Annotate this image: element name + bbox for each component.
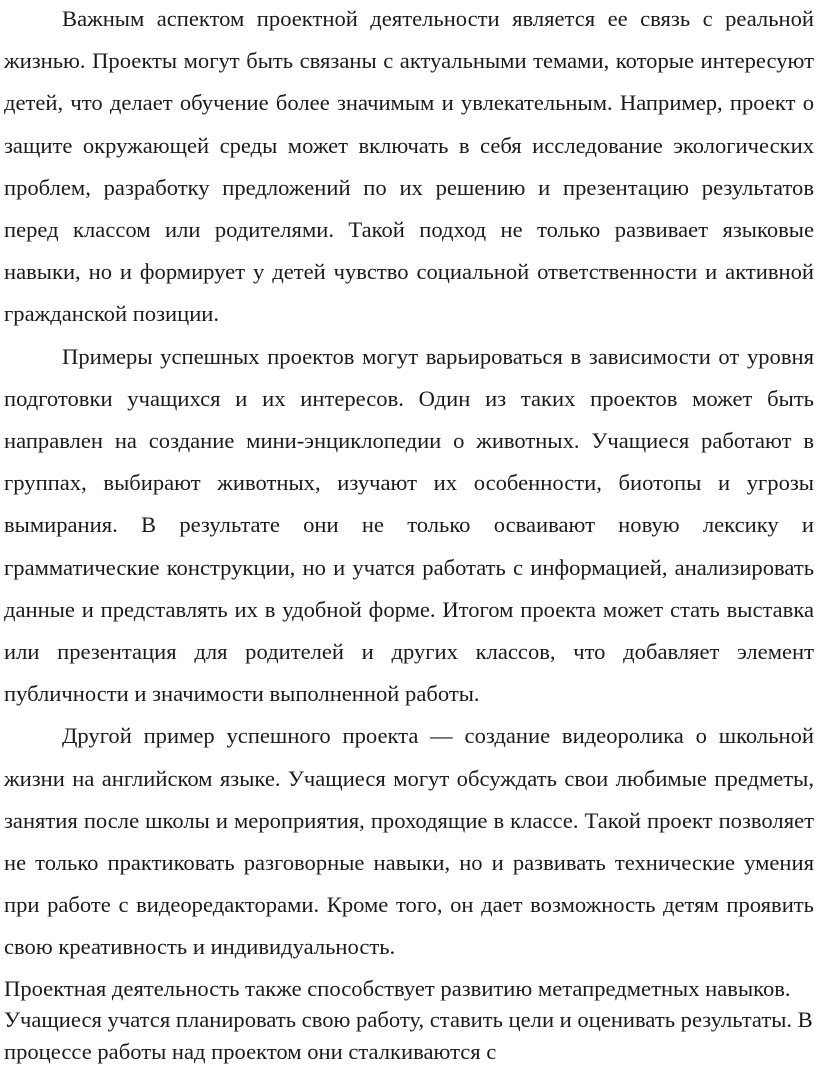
paragraph-2: Примеры успешных проектов могут варьироваться в зависимости от уровня подготовки учащихся и их интересов. Один из таких проектов может быть направлен на создание мини-энциклопедии о животных. Учащиеся работают в группах, выбирают животных, изучают их особенности, биотопы и угрозы вымирания. В результате они не только осваивают новую лексику и грамматические конструкции, но и учатся работать с информацией, анализировать данные и представлять их в удобной форме. Итогом проекта может стать выставка или презентация для родителей и других классов, что добавляет элемент публичности и значимости выполненной работы. xyxy=(4,343,814,707)
paragraph-1: Важным аспектом проектной деятельности является ее связь с реальной жизнью. Проекты могут быть связаны с актуальными темами, которые интересуют детей, что делает обучение более значимым и увлекательным. Например, проект о защите окружающей среды может включать в себя исследование экологических проблем, разработку предложений по их решению и презентацию результатов перед классом или родителями. Такой подход не только развивает языковые навыки, но и формирует у детей чувство социальной ответственности и активной гражданской позиции. xyxy=(4,6,814,327)
paragraph-3: Другой пример успешного проекта — создание видеоролика о школьной жизни на английском языке. Учащиеся могут обсуждать свои любимые предметы, занятия после школы и мероприятия, проходящие в классе. Такой проект позволяет не только практиковать разговорные навыки, но и развивать технические умения при работе с видеоредакторами. Кроме того, он дает возможность детям проявить свою креативность и индивидуальность. xyxy=(4,723,814,960)
document-page xyxy=(4,0,814,1067)
paragraph-4: Проектная деятельность также способствует развитию метапредметных навыков. Учащиеся учатся планировать свою работу, ставить цели и оценивать результаты. В процессе работы над проектом они сталкиваются с xyxy=(4,975,813,1064)
